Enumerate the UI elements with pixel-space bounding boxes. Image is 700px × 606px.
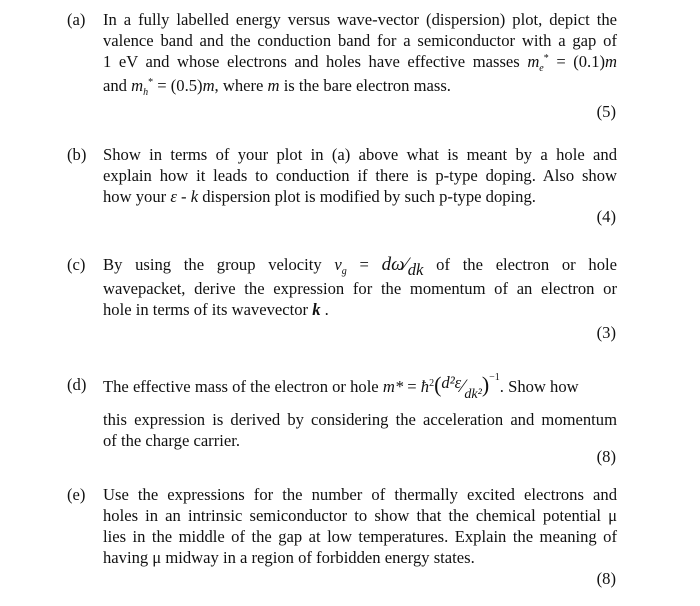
question-label: (c) bbox=[67, 255, 86, 274]
math-superscript: −1 bbox=[489, 372, 500, 383]
marks-value: (8) bbox=[596, 569, 616, 588]
question-text bbox=[103, 484, 617, 568]
text-fragment: . bbox=[324, 300, 329, 319]
math-paren: ( bbox=[434, 372, 442, 397]
math-fraction-slash: ⁄ bbox=[404, 254, 408, 275]
text-line bbox=[103, 254, 617, 278]
text-fragment: and bbox=[103, 76, 127, 95]
math-subscript: e bbox=[539, 63, 544, 74]
math-subscript: g bbox=[341, 266, 347, 277]
marks-value: (5) bbox=[596, 102, 616, 121]
math-symbol: m bbox=[202, 76, 215, 95]
math-symbol: k bbox=[312, 300, 321, 319]
math-text: = bbox=[346, 255, 382, 274]
marks-value: (8) bbox=[596, 447, 616, 466]
math-symbol: m* bbox=[382, 377, 404, 396]
text-line: In a fully labelled energy versus wave-vector (dispersion) plot, depict the bbox=[103, 10, 617, 29]
question-text bbox=[103, 374, 617, 451]
text-fragment: how your bbox=[103, 187, 167, 206]
math-text: = (0.5) bbox=[153, 76, 203, 95]
math-symbol: m bbox=[131, 76, 144, 95]
text-line: wavepacket, derive the expression for the momentum of an electron or bbox=[103, 279, 617, 298]
text-fragment: . Show how bbox=[499, 377, 579, 396]
math-text: = bbox=[403, 377, 421, 396]
question-label: (e) bbox=[67, 485, 86, 504]
math-symbol: ε bbox=[170, 187, 177, 206]
math-superscript: * bbox=[148, 77, 154, 88]
text-line bbox=[103, 75, 617, 99]
text-line bbox=[103, 374, 617, 400]
question-label: (d) bbox=[67, 375, 87, 394]
text-fragment: is the bare electron mass. bbox=[283, 76, 451, 95]
marks-value: (4) bbox=[596, 207, 616, 226]
math-symbol: ħ bbox=[420, 377, 430, 396]
question-text bbox=[103, 9, 617, 99]
math-fraction-slash: ⁄ bbox=[461, 376, 465, 397]
text-line bbox=[103, 299, 617, 320]
text-fragment: dispersion plot is modified by such p-type doping. bbox=[202, 187, 536, 206]
text-line: holes in an intrinsic semiconductor to show that the chemical potential μ bbox=[103, 506, 617, 525]
text-line: valence band and the conduction band for a semiconductor with a gap of bbox=[103, 31, 617, 50]
marks-value: (3) bbox=[596, 323, 616, 342]
math-symbol: m bbox=[527, 52, 540, 71]
math-text: = (0.1) bbox=[548, 52, 606, 71]
math-denominator: dk² bbox=[464, 387, 482, 402]
text-line: having μ midway in a region of forbidden energy states. bbox=[103, 548, 475, 567]
text-fragment: By using the group velocity bbox=[103, 255, 322, 274]
math-superscript: * bbox=[543, 53, 549, 64]
math-denominator: dk bbox=[407, 260, 424, 279]
text-line: of the charge carrier. bbox=[103, 431, 240, 450]
text-line: Show in terms of your plot in (a) above what is meant by a hole and bbox=[103, 145, 617, 164]
question-label: (b) bbox=[67, 145, 87, 164]
math-symbol: m bbox=[605, 52, 618, 71]
math-symbol: v bbox=[334, 255, 342, 274]
text-line: lies in the middle of the gap at low temperatures. Explain the meaning of bbox=[103, 527, 617, 546]
question-label: (a) bbox=[67, 10, 86, 29]
text-line bbox=[103, 51, 617, 75]
text-line bbox=[103, 186, 617, 207]
text-line: explain how it leads to conduction if there is p-type doping. Also show bbox=[103, 166, 617, 185]
question-text bbox=[103, 144, 617, 207]
text-fragment: of the electron or hole bbox=[436, 255, 617, 274]
text-fragment: , where bbox=[214, 76, 264, 95]
math-text: - bbox=[176, 187, 191, 206]
math-symbol: k bbox=[190, 187, 199, 206]
math-numerator: dω bbox=[381, 254, 405, 275]
text-fragment: The effective mass of the electron or hole bbox=[103, 377, 379, 396]
question-text bbox=[103, 254, 617, 320]
text-line: this expression is derived by considering the acceleration and momentum bbox=[103, 410, 617, 429]
math-numerator: d²ε bbox=[441, 373, 462, 392]
text-fragment: 1 eV and whose electrons and holes have effective masses bbox=[103, 52, 520, 71]
math-subscript: h bbox=[143, 87, 149, 98]
text-line: Use the expressions for the number of thermally excited electrons and bbox=[103, 485, 617, 504]
math-paren: ) bbox=[481, 372, 490, 397]
math-superscript: 2 bbox=[429, 378, 435, 389]
math-symbol: m bbox=[267, 76, 280, 95]
text-fragment: hole in terms of its wavevector bbox=[103, 300, 309, 319]
